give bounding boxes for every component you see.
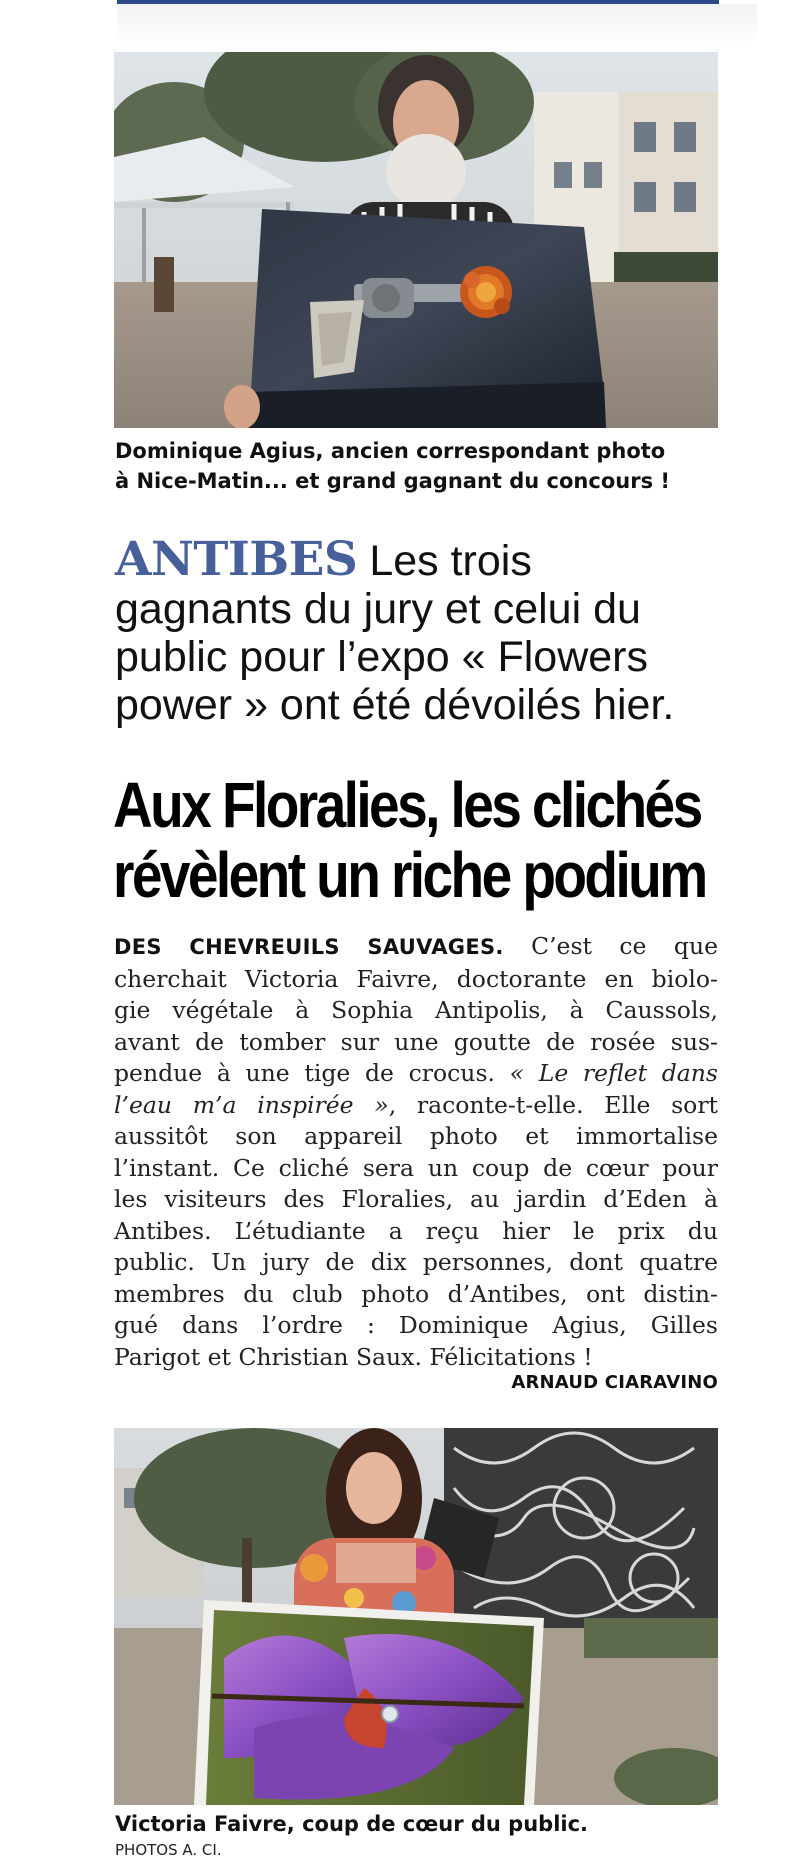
photo-1-illustration	[114, 52, 718, 428]
photo-2-caption: Victoria Faivre, coup de cœur du public.	[115, 1812, 589, 1836]
photo-victoria-faivre	[114, 1428, 718, 1805]
photo-dominique-agius	[114, 52, 718, 428]
body-line: Antibes. L’étudiante a reçu hier le prix du	[114, 1216, 718, 1245]
body-line: cherchait Victoria Faivre, doctorante en biolo-	[114, 964, 718, 993]
byline: ARNAUD CIARAVINO	[511, 1372, 718, 1393]
body-line: Parigot et Christian Saux. Félicitations !	[114, 1342, 593, 1371]
kicker-city: ANTIBES	[115, 532, 358, 587]
body-line: les visiteurs des Floralies, au jardin d’Eden à	[114, 1185, 718, 1213]
kicker	[115, 532, 725, 729]
body-line: gie végétale à Sophia Antipolis, à Caussols,	[114, 996, 718, 1024]
body-line: l’eau m’a inspirée », raconte-t-elle. Elle sort	[114, 1090, 718, 1119]
kicker-line-4: power » ont été dévoilés hier.	[115, 681, 675, 729]
body-line: public. Un jury de dix personnes, dont quatre	[114, 1248, 718, 1276]
photo-credit: PHOTOS A. CI.	[115, 1841, 222, 1859]
photo-1-caption-line-2: à Nice-Matin... et grand gagnant du concours !	[115, 469, 670, 493]
body-line: membres du club photo d’Antibes, ont distin-	[114, 1279, 718, 1308]
photo-2-illustration	[114, 1428, 718, 1805]
quote: l’eau m’a inspirée »	[114, 1090, 389, 1119]
body-line: avant de tomber sur une goutte de rosée sus-	[114, 1027, 718, 1056]
lead-in: DES CHEVREUILS SAUVAGES.	[114, 935, 504, 959]
body-line: gué dans l’ordre : Dominique Agius, Gilles	[114, 1311, 718, 1339]
body-line: pendue à une tige de crocus. « Le reflet dans	[114, 1059, 718, 1087]
photo-1-caption	[115, 436, 725, 496]
kicker-text-1: Les trois	[357, 537, 532, 585]
kicker-line-1	[115, 532, 725, 587]
body-line: DES CHEVREUILS SAUVAGES. C’est ce que	[114, 932, 718, 960]
kicker-line-2: gagnants du jury et celui du	[115, 585, 641, 633]
headline-line-1: Aux Floralies, les clichés	[113, 769, 701, 841]
top-shadow	[117, 4, 757, 44]
body-line: aussitôt son appareil photo et immortalise	[114, 1122, 718, 1150]
article-body	[114, 931, 718, 1373]
headline-line-2: révèlent un riche podium	[113, 839, 706, 911]
headline	[113, 769, 706, 911]
kicker-line-3: public pour l’expo « Flowers	[115, 633, 648, 681]
photo-1-caption-line-1: Dominique Agius, ancien correspondant photo	[115, 439, 666, 463]
quote: « Le reflet dans	[509, 1059, 718, 1087]
body-line: l’instant. Ce cliché sera un coup de cœur pour	[114, 1153, 718, 1182]
